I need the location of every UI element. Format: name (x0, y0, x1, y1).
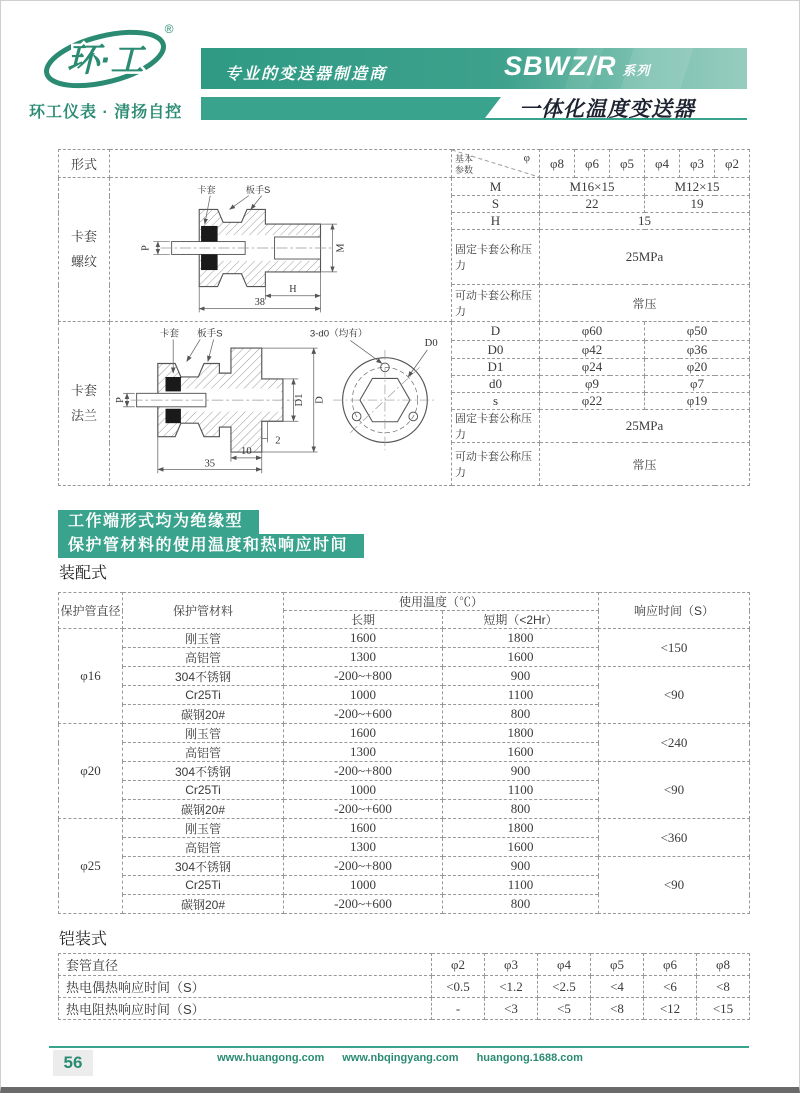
flange-front-view (332, 350, 436, 450)
armored-table (58, 953, 750, 1020)
temp-long-cell: 1300 (284, 648, 443, 667)
row-value: φ24 (540, 359, 645, 376)
company-tagline: 专业的变送器制造商 (225, 66, 388, 83)
thread-fitting-drawing (128, 180, 434, 316)
row-label: H (452, 213, 540, 230)
sheath-diameter-value: φ8 (697, 954, 750, 976)
assembly-section-title: 装配式 (59, 565, 108, 582)
ferrule-lower (165, 409, 180, 423)
material-cell: 刚玉管 (123, 724, 284, 743)
brand-subtitle: 环工仪表 · 清扬自控 (29, 104, 183, 121)
series-code: SBWZ/R (504, 51, 617, 81)
row-label: 可动卡套公称压力 (452, 285, 540, 322)
material-cell: Cr25Ti (123, 686, 284, 705)
assembly-row (59, 819, 750, 838)
sheath-diameter-value: φ5 (591, 954, 644, 976)
col-header-short-term: 短期（<2Hr） (443, 611, 599, 629)
temp-long-cell: 1000 (284, 686, 443, 705)
dim-d1-label: D1 (293, 393, 305, 407)
drawing-header-cell (110, 150, 452, 178)
ferrule-callout: 卡套 (196, 184, 216, 195)
series-suffix: 系列 (622, 63, 651, 78)
section2-form-label: 卡套法兰 (59, 322, 110, 486)
row-value: 常压 (540, 443, 750, 486)
section-banner-insulated: 工作端形式均为绝缘型 (58, 510, 259, 534)
row-value: 15 (540, 213, 750, 230)
response-value: <12 (644, 998, 697, 1020)
temp-long-cell: -200~+600 (284, 800, 443, 819)
row-label: S (452, 196, 540, 213)
row-label: s (452, 393, 540, 410)
response-value: <4 (591, 976, 644, 998)
diameter-col-header: φ4 (645, 150, 680, 178)
response-cell: <240 (599, 724, 750, 762)
row-value: φ9 (540, 376, 645, 393)
assembly-table-body (59, 629, 750, 914)
row-label: D0 (452, 341, 540, 359)
col-header-material: 保护管材料 (123, 593, 284, 629)
material-cell: 304不锈钢 (123, 762, 284, 781)
temp-short-cell: 900 (443, 857, 599, 876)
response-value: <6 (644, 976, 697, 998)
wrench-callout: 板手S (245, 184, 270, 195)
dim-10-label: 10 (240, 445, 252, 457)
row-value: 19 (645, 196, 750, 213)
row-value: φ19 (645, 393, 750, 410)
dim-h-label: H (288, 284, 297, 296)
temp-short-cell: 800 (443, 895, 599, 914)
temp-long-cell: 1600 (284, 629, 443, 648)
temp-long-cell: -200~+600 (284, 895, 443, 914)
temp-short-cell: 900 (443, 762, 599, 781)
assembly-table (58, 592, 750, 914)
material-cell: 304不锈钢 (123, 667, 284, 686)
response-cell: <360 (599, 819, 750, 857)
diameter-col-header: φ6 (575, 150, 610, 178)
footer-divider (49, 1046, 749, 1048)
material-cell: Cr25Ti (123, 876, 284, 895)
row-value: M12×15 (645, 178, 750, 196)
dim-p-label: P (140, 245, 152, 251)
response-row-label: 热电偶热响应时间（S） (59, 976, 432, 998)
temp-short-cell: 800 (443, 800, 599, 819)
response-row-label: 热电阻热响应时间（S） (59, 998, 432, 1020)
response-cell: <150 (599, 629, 750, 667)
temp-long-cell: 1300 (284, 838, 443, 857)
row-label: D1 (452, 359, 540, 376)
brand-logo (31, 17, 191, 97)
row-value: φ22 (540, 393, 645, 410)
temp-long-cell: 1600 (284, 724, 443, 743)
logo-text: 环·工 (66, 41, 144, 78)
temp-long-cell: 1000 (284, 876, 443, 895)
sheath-diameter-value: φ4 (538, 954, 591, 976)
holes-callout: 3-d0（均有） (309, 328, 368, 340)
col-header-long-term: 长期 (284, 611, 443, 629)
col-header-diameter: 保护管直径 (59, 593, 123, 629)
response-cell: <90 (599, 857, 750, 914)
row-label: 固定卡套公称压力 (452, 230, 540, 285)
temp-long-cell: -200~+600 (284, 705, 443, 724)
registered-mark: ® (164, 22, 174, 36)
material-cell: 高铝管 (123, 838, 284, 857)
dim-38-label: 38 (254, 296, 265, 308)
dim-d-label: D (313, 396, 325, 404)
row-value: M16×15 (540, 178, 645, 196)
temp-short-cell: 1600 (443, 648, 599, 667)
temp-short-cell: 1800 (443, 819, 599, 838)
sheath-diameter-value: φ2 (432, 954, 485, 976)
response-value: <5 (538, 998, 591, 1020)
temp-long-cell: 1000 (284, 781, 443, 800)
row-value: φ20 (645, 359, 750, 376)
row-label: M (452, 178, 540, 196)
row-value: φ36 (645, 341, 750, 359)
temp-long-cell: -200~+800 (284, 762, 443, 781)
diagonal-header-cell (452, 150, 540, 178)
row-value: φ50 (645, 322, 750, 341)
material-cell: 碳钢20# (123, 895, 284, 914)
footer-url: www.huangong.com (217, 1052, 325, 1064)
temp-short-cell: 1600 (443, 838, 599, 857)
ferrule-upper (165, 377, 180, 391)
response-value: - (432, 998, 485, 1020)
series-name (504, 51, 651, 82)
row-value: 25MPa (540, 230, 750, 285)
material-cell: 刚玉管 (123, 629, 284, 648)
response-value: <3 (485, 998, 538, 1020)
armored-section-title: 铠装式 (59, 931, 108, 948)
ferrule-lower (201, 254, 218, 270)
assembly-row (59, 724, 750, 743)
col-header-temperature: 使用温度（℃） (284, 593, 599, 611)
row-label: D (452, 322, 540, 341)
response-value: <8 (697, 976, 750, 998)
assembly-row (59, 762, 750, 781)
assembly-row (59, 857, 750, 876)
temp-long-cell: 1600 (284, 819, 443, 838)
temp-long-cell: -200~+800 (284, 667, 443, 686)
diameter-col-header: φ3 (680, 150, 715, 178)
armored-diameter-row (59, 954, 750, 976)
response-value: <8 (591, 998, 644, 1020)
temp-short-cell: 1800 (443, 724, 599, 743)
temp-short-cell: 1100 (443, 686, 599, 705)
response-value: <15 (697, 998, 750, 1020)
armored-response-row (59, 976, 750, 998)
col-header-response: 响应时间（S） (599, 593, 750, 629)
assembly-row (59, 629, 750, 648)
diameter-cell: φ25 (59, 819, 123, 914)
material-cell: 碳钢20# (123, 800, 284, 819)
flange-fitting-drawing (113, 325, 449, 479)
header-subbar (201, 97, 747, 120)
response-value: <2.5 (538, 976, 591, 998)
response-value: <0.5 (432, 976, 485, 998)
footer-urls (1, 1052, 799, 1064)
temp-short-cell: 1100 (443, 781, 599, 800)
dim-p-label: P (114, 397, 126, 404)
row-value: φ60 (540, 322, 645, 341)
section1-form-label: 卡套螺纹 (59, 178, 110, 322)
subbar-green-bar (201, 97, 501, 118)
armored-response-row (59, 998, 750, 1020)
row-label: 固定卡套公称压力 (452, 410, 540, 443)
material-cell: Cr25Ti (123, 781, 284, 800)
material-cell: 高铝管 (123, 743, 284, 762)
response-cell: <90 (599, 762, 750, 819)
sheath-diameter-value: φ3 (485, 954, 538, 976)
wrench-callout: 板手S (196, 328, 223, 340)
spec-parameters-table (58, 149, 750, 486)
footer-url: huangong.1688.com (476, 1052, 583, 1064)
temp-short-cell: 1100 (443, 876, 599, 895)
thread-fitting-drawing-cell (110, 178, 452, 322)
sheath-diameter-value: φ6 (644, 954, 697, 976)
material-cell: 刚玉管 (123, 819, 284, 838)
row-value: 25MPa (540, 410, 750, 443)
diameter-cell: φ16 (59, 629, 123, 724)
row-value: φ7 (645, 376, 750, 393)
material-cell: 高铝管 (123, 648, 284, 667)
row-label: d0 (452, 376, 540, 393)
sheath-diameter-label: 套管直径 (59, 954, 432, 976)
diag-phi-label: φ (523, 152, 530, 164)
temp-short-cell: 1600 (443, 743, 599, 762)
flange-fitting-drawing-cell (110, 322, 452, 486)
dim-m-label: M (334, 243, 346, 253)
dim-d0-label: D0 (424, 338, 438, 350)
form-header-cell: 形式 (59, 150, 110, 178)
diameter-cell: φ20 (59, 724, 123, 819)
temp-long-cell: 1300 (284, 743, 443, 762)
diameter-col-header: φ5 (610, 150, 645, 178)
page-number: 56 (53, 1050, 93, 1076)
diameter-col-header: φ8 (540, 150, 575, 178)
dim-35-label: 35 (203, 458, 215, 470)
product-title: 一体化温度变送器 (519, 98, 695, 121)
temp-short-cell: 800 (443, 705, 599, 724)
diag-basic-params-label: 基本参数 (455, 153, 474, 175)
footer-url: www.nbqingyang.com (342, 1052, 459, 1064)
row-label: 可动卡套公称压力 (452, 443, 540, 486)
section-banner-protection-tube: 保护管材料的使用温度和热响应时间 (58, 534, 364, 558)
response-value: <1.2 (485, 976, 538, 998)
diameter-col-header: φ2 (715, 150, 750, 178)
material-cell: 碳钢20# (123, 705, 284, 724)
material-cell: 304不锈钢 (123, 857, 284, 876)
header-banner (201, 48, 747, 89)
response-cell: <90 (599, 667, 750, 724)
ferrule-callout: 卡套 (159, 328, 179, 340)
assembly-row (59, 667, 750, 686)
row-value: 常压 (540, 285, 750, 322)
dim-2-label: 2 (274, 435, 281, 447)
row-value: φ42 (540, 341, 645, 359)
temp-short-cell: 1800 (443, 629, 599, 648)
temp-short-cell: 900 (443, 667, 599, 686)
armored-table-body (59, 954, 750, 1020)
ferrule-upper (201, 226, 218, 242)
row-value: 22 (540, 196, 645, 213)
temp-long-cell: -200~+800 (284, 857, 443, 876)
